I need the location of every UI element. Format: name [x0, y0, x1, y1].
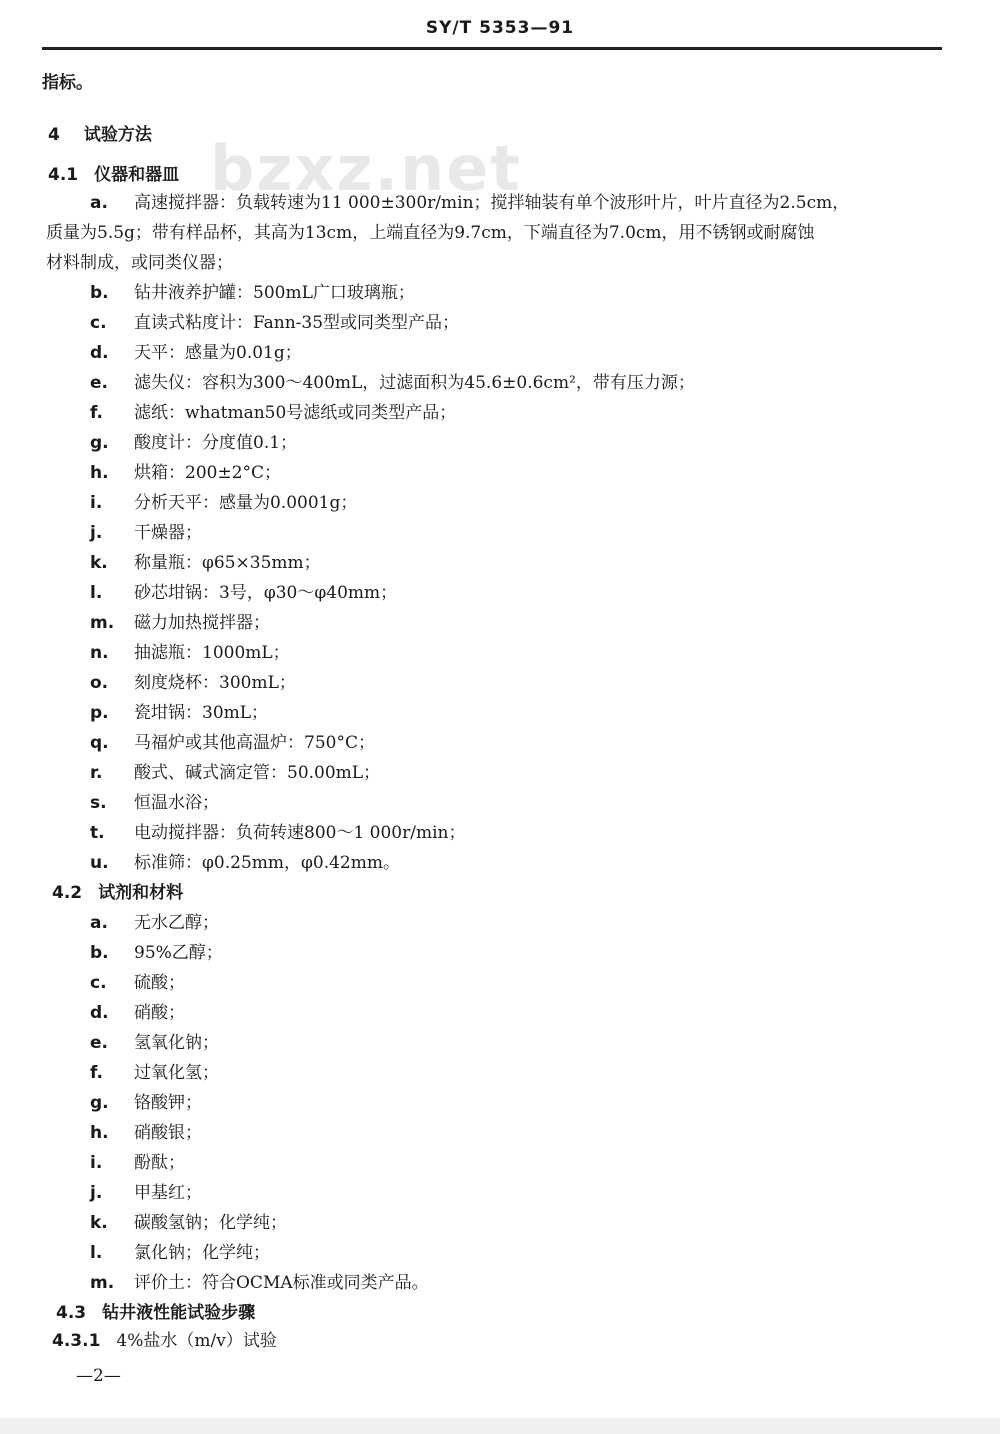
equipment-item [90, 338, 302, 363]
equipment-item [90, 518, 202, 543]
reagent-item [90, 968, 185, 993]
item-text: 电动搅拌器：负荷转速800～1 000r/min； [134, 823, 466, 843]
item-text: 分析天平：感量为0.0001g； [134, 493, 358, 513]
section-number: 4.3 [56, 1303, 87, 1323]
item-label: m. [90, 613, 115, 633]
item-text: 高速搅拌器：负载转速为11 000±300r/min；搅拌轴装有单个波形叶片，叶片直径为2.5cm， [134, 193, 850, 213]
standard-header: SY/T 5353—91 [425, 18, 575, 38]
item-label: q. [90, 733, 109, 753]
item-text: 硝酸； [134, 1003, 185, 1023]
item-text: 硝酸银； [134, 1123, 202, 1143]
reagent-item [90, 1148, 185, 1173]
section-title: 4%盐水（m/v）试验 [116, 1331, 277, 1351]
page-number: —2— [76, 1366, 121, 1386]
section-title: 试剂和材料 [98, 883, 184, 903]
item-label: c. [90, 973, 107, 993]
item-text: 铬酸钾； [134, 1093, 202, 1113]
equipment-item-a-cont2: 材料制成，或同类仪器； [46, 253, 233, 273]
item-text: 滤失仪：容积为300～400mL，过滤面积为45.6±0.6cm²，带有压力源； [134, 373, 695, 393]
reagent-item [90, 908, 219, 933]
reagent-item [90, 1118, 202, 1143]
equipment-item [90, 668, 296, 693]
equipment-item [90, 698, 268, 723]
item-text: 瓷坩锅：30mL； [134, 703, 269, 723]
reagent-item [90, 1238, 270, 1263]
reagent-item [90, 1028, 219, 1053]
item-label: e. [90, 1033, 108, 1053]
equipment-item [90, 818, 465, 843]
item-label: a. [90, 193, 108, 213]
item-text: 氯化钠；化学纯； [134, 1243, 270, 1263]
section-4-heading [48, 120, 152, 145]
item-text: 天平：感量为0.01g； [134, 343, 302, 363]
section-title: 钻井液性能试验步骤 [102, 1303, 256, 1323]
item-text: 烘箱：200±2°C； [134, 463, 282, 483]
item-label: a. [90, 913, 108, 933]
section-number: 4 [48, 125, 60, 145]
equipment-item [90, 398, 456, 423]
item-text: 称量瓶：φ65×35mm； [134, 553, 321, 573]
equipment-item [90, 548, 321, 573]
section-number: 4.3.1 [52, 1331, 101, 1351]
item-label: j. [90, 523, 103, 543]
item-text: 酸式、碱式滴定管：50.00mL； [134, 763, 381, 783]
item-text: 磁力加热搅拌器； [134, 613, 270, 633]
item-label: t. [90, 823, 105, 843]
equipment-item [90, 278, 415, 303]
section-number: 4.1 [48, 165, 79, 185]
item-label: k. [90, 1213, 108, 1233]
item-label: g. [90, 1093, 109, 1113]
item-text: 标准筛：φ0.25mm，φ0.42mm。 [134, 853, 400, 873]
item-label: m. [90, 1273, 115, 1293]
item-label: d. [90, 1003, 109, 1023]
item-label: d. [90, 343, 109, 363]
item-text: 抽滤瓶：1000mL； [134, 643, 290, 663]
reagent-item [90, 1268, 429, 1293]
item-label: i. [90, 493, 103, 513]
item-label: r. [90, 763, 103, 783]
reagent-item [90, 998, 185, 1023]
section-4-1-heading [48, 160, 179, 185]
item-label: f. [90, 1063, 103, 1083]
reagent-item [90, 1178, 202, 1203]
section-4-2-heading [52, 878, 183, 903]
equipment-item [90, 578, 397, 603]
item-text: 砂芯坩锅：3号，φ30～φ40mm； [134, 583, 398, 603]
item-label: b. [90, 943, 109, 963]
section-title: 试验方法 [83, 125, 152, 145]
item-label: f. [90, 403, 103, 423]
section-title: 仪器和器皿 [94, 165, 180, 185]
item-text: 95%乙醇； [134, 943, 223, 963]
item-label: k. [90, 553, 108, 573]
reagent-item [90, 938, 223, 963]
equipment-item-a-cont1: 质量为5.5g；带有样品杯，其高为13cm，上端直径为9.7cm，下端直径为7.0cm，用不锈钢或耐腐蚀 [46, 223, 815, 243]
item-text: 干燥器； [134, 523, 202, 543]
equipment-item [90, 788, 219, 813]
item-text: 碳酸氢钠；化学纯； [134, 1213, 287, 1233]
item-text: 酸度计：分度值0.1； [134, 433, 298, 453]
item-label: p. [90, 703, 109, 723]
reagent-item [90, 1088, 202, 1113]
item-label: h. [90, 463, 109, 483]
item-text: 酚酞； [134, 1153, 185, 1173]
section-number: 4.2 [52, 883, 83, 903]
item-text: 直读式粘度计：Fann-35型或同类型产品； [134, 313, 460, 333]
section-4-3-1-heading [52, 1326, 277, 1351]
item-label: n. [90, 643, 109, 663]
item-text: 过氧化氢； [134, 1063, 219, 1083]
bottom-scroll-area [0, 1418, 1000, 1434]
reagent-item [90, 1058, 219, 1083]
reagent-item [90, 1208, 287, 1233]
item-label: j. [90, 1183, 103, 1203]
item-label: i. [90, 1153, 103, 1173]
watermark: bzxz.net [210, 132, 522, 205]
equipment-item [90, 758, 380, 783]
equipment-item [90, 638, 290, 663]
item-text: 滤纸：whatman50号滤纸或同类型产品； [134, 403, 457, 423]
item-text: 甲基红； [134, 1183, 202, 1203]
item-label: c. [90, 313, 107, 333]
equipment-item [90, 458, 281, 483]
item-label: b. [90, 283, 109, 303]
equipment-item [90, 368, 695, 393]
item-text: 评价土：符合OCMA标准或同类产品。 [134, 1273, 429, 1293]
item-text: 刻度烧杯：300mL； [134, 673, 296, 693]
item-label: u. [90, 853, 109, 873]
equipment-item-a [90, 188, 849, 213]
equipment-item [90, 848, 400, 873]
equipment-item [90, 728, 375, 753]
item-label: l. [90, 1243, 103, 1263]
item-label: h. [90, 1123, 109, 1143]
equipment-item [90, 428, 297, 453]
section-4-3-heading [56, 1298, 255, 1323]
item-label: s. [90, 793, 107, 813]
equipment-item [90, 308, 459, 333]
header-rule [42, 47, 942, 50]
intro-text: 指标。 [42, 73, 93, 93]
item-text: 氢氧化钠； [134, 1033, 219, 1053]
item-text: 无水乙醇； [134, 913, 219, 933]
item-label: o. [90, 673, 109, 693]
equipment-item [90, 608, 270, 633]
item-label: g. [90, 433, 109, 453]
item-label: e. [90, 373, 108, 393]
equipment-item [90, 488, 357, 513]
item-text: 马福炉或其他高温炉：750°C； [134, 733, 375, 753]
item-text: 硫酸； [134, 973, 185, 993]
item-label: l. [90, 583, 103, 603]
item-text: 恒温水浴； [134, 793, 219, 813]
item-text: 钻井液养护罐：500mL广口玻璃瓶； [134, 283, 415, 303]
